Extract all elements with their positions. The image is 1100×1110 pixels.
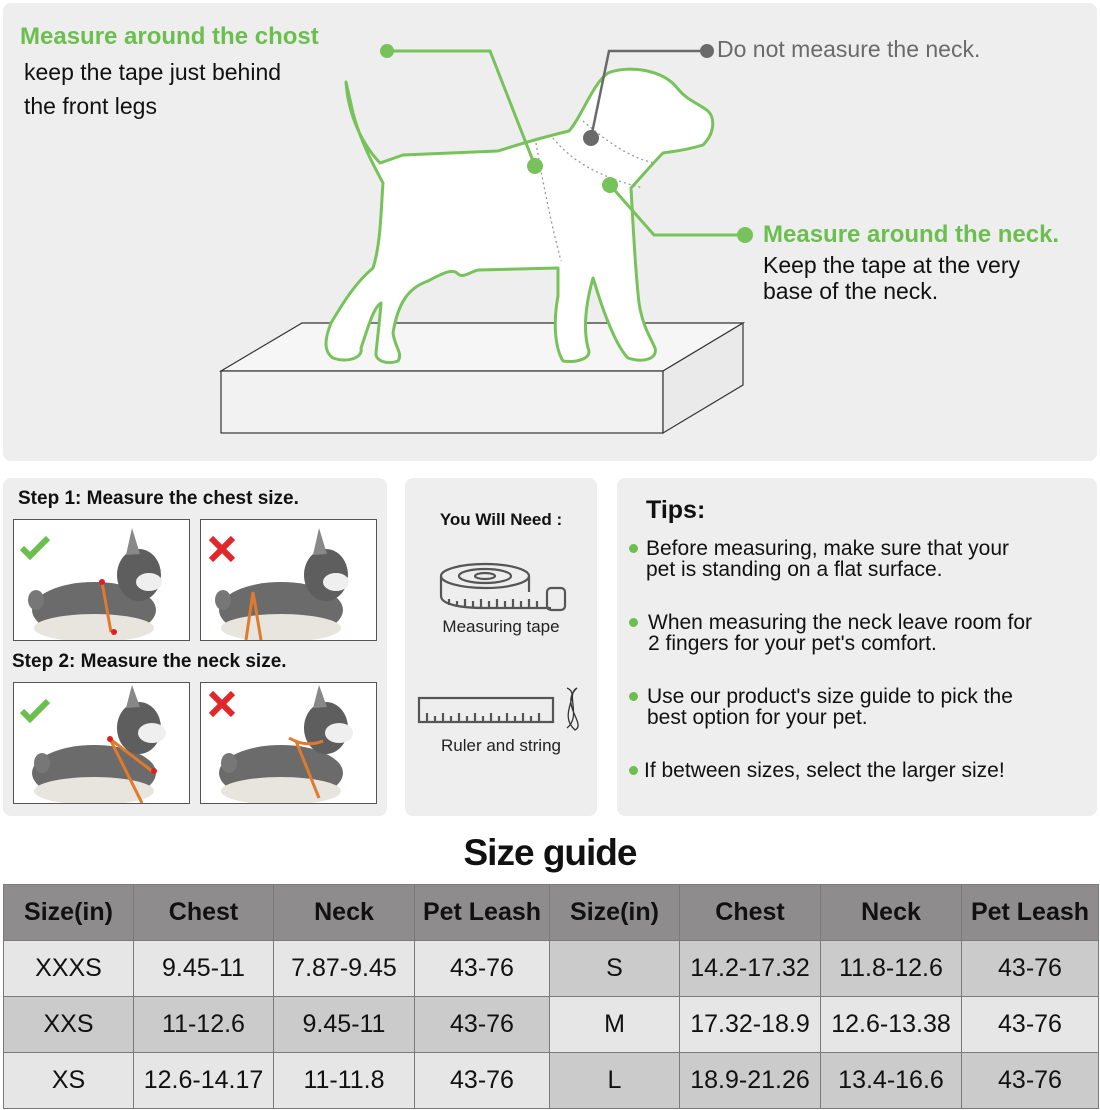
photo-neck-correct <box>13 682 190 804</box>
cell: 14.2-17.32 <box>680 941 821 997</box>
table-row <box>4 941 1099 997</box>
neck-measure-desc-2: base of the neck. <box>763 278 939 304</box>
measuring-tape-label: Measuring tape <box>442 617 560 636</box>
tip-item: Before measuring, make sure that your pet is standing on a flat surface. <box>646 538 1009 580</box>
dog-photo-icon <box>28 528 162 641</box>
dog-measurement-diagram <box>3 3 1097 461</box>
step1-title: Step 1: Measure the chest size. <box>18 488 299 509</box>
hero-illustration-panel <box>3 3 1097 461</box>
cell: 43-76 <box>415 941 550 997</box>
table-header-row <box>4 885 1099 941</box>
check-icon <box>22 701 48 719</box>
cell: XXXS <box>4 941 134 997</box>
you-will-need-title: You Will Need : <box>439 510 563 529</box>
ruler-string-icon <box>417 684 587 734</box>
cell: 43-76 <box>415 1053 550 1109</box>
ruler-string-label: Ruler and string <box>440 736 561 755</box>
photo-neck-incorrect <box>200 682 377 804</box>
cell: 18.9-21.26 <box>680 1053 821 1109</box>
cell: 11-11.8 <box>274 1053 415 1109</box>
bullet-icon <box>629 544 638 553</box>
you-will-need-panel <box>405 478 597 816</box>
steps-panel <box>3 478 387 816</box>
size-guide-title: Size guide <box>463 832 637 873</box>
chest-measure-title: Measure around the chost <box>20 23 319 50</box>
table-row <box>4 997 1099 1053</box>
cell: XS <box>4 1053 134 1109</box>
tips-panel <box>617 478 1097 816</box>
photo-chest-correct <box>13 519 190 641</box>
dog-photo-icon <box>32 685 166 804</box>
cell: 11-12.6 <box>134 997 274 1053</box>
cell: 12.6-13.38 <box>821 997 962 1053</box>
tip-item: When measuring the neck leave room for 2 fingers for your pet's comfort. <box>648 612 1032 654</box>
cell: 13.4-16.6 <box>821 1053 962 1109</box>
photo-chest-incorrect <box>200 519 377 641</box>
cell: 17.32-18.9 <box>680 997 821 1053</box>
cell: L <box>550 1053 680 1109</box>
bullet-icon <box>629 692 638 701</box>
neck-measure-title: Measure around the neck. <box>763 221 1060 248</box>
cell: 43-76 <box>962 1053 1099 1109</box>
tips-title: Tips: <box>646 496 706 524</box>
header-leash: Pet Leash <box>962 885 1099 941</box>
cross-icon <box>211 538 233 560</box>
header-size: Size(in) <box>550 885 680 941</box>
bullet-icon <box>629 618 638 627</box>
cell: 12.6-14.17 <box>134 1053 274 1109</box>
size-guide-table <box>3 884 1099 1109</box>
cell: 43-76 <box>962 941 1099 997</box>
tip-item: Use our product's size guide to pick the best option for your pet. <box>647 686 1013 728</box>
header-neck: Neck <box>274 885 415 941</box>
table-row <box>4 1053 1099 1109</box>
cell: M <box>550 997 680 1053</box>
measuring-tape-icon <box>439 562 569 612</box>
cell: S <box>550 941 680 997</box>
header-chest: Chest <box>680 885 821 941</box>
cell: XXS <box>4 997 134 1053</box>
neck-measure-desc-1: Keep the tape at the very <box>763 252 1021 278</box>
cell: 11.8-12.6 <box>821 941 962 997</box>
dog-photo-icon <box>215 528 349 641</box>
cell: 9.45-11 <box>274 997 415 1053</box>
platform-box-icon <box>221 323 743 433</box>
header-size: Size(in) <box>4 885 134 941</box>
bullet-icon <box>629 766 638 775</box>
cell: 7.87-9.45 <box>274 941 415 997</box>
header-neck: Neck <box>821 885 962 941</box>
step2-title: Step 2: Measure the neck size. <box>12 651 287 672</box>
cell: 43-76 <box>415 997 550 1053</box>
cross-icon <box>211 693 233 715</box>
check-icon <box>22 538 48 556</box>
cell: 9.45-11 <box>134 941 274 997</box>
chest-measure-desc-1: keep the tape just behind <box>24 59 282 85</box>
no-neck-note: Do not measure the neck. <box>717 36 981 62</box>
cell: 43-76 <box>962 997 1099 1053</box>
dog-silhouette-icon <box>326 69 713 362</box>
header-leash: Pet Leash <box>415 885 550 941</box>
dog-photo-icon <box>219 685 353 804</box>
header-chest: Chest <box>134 885 274 941</box>
tip-item: If between sizes, select the larger size! <box>644 760 1005 781</box>
chest-measure-desc-2: the front legs <box>24 93 157 119</box>
